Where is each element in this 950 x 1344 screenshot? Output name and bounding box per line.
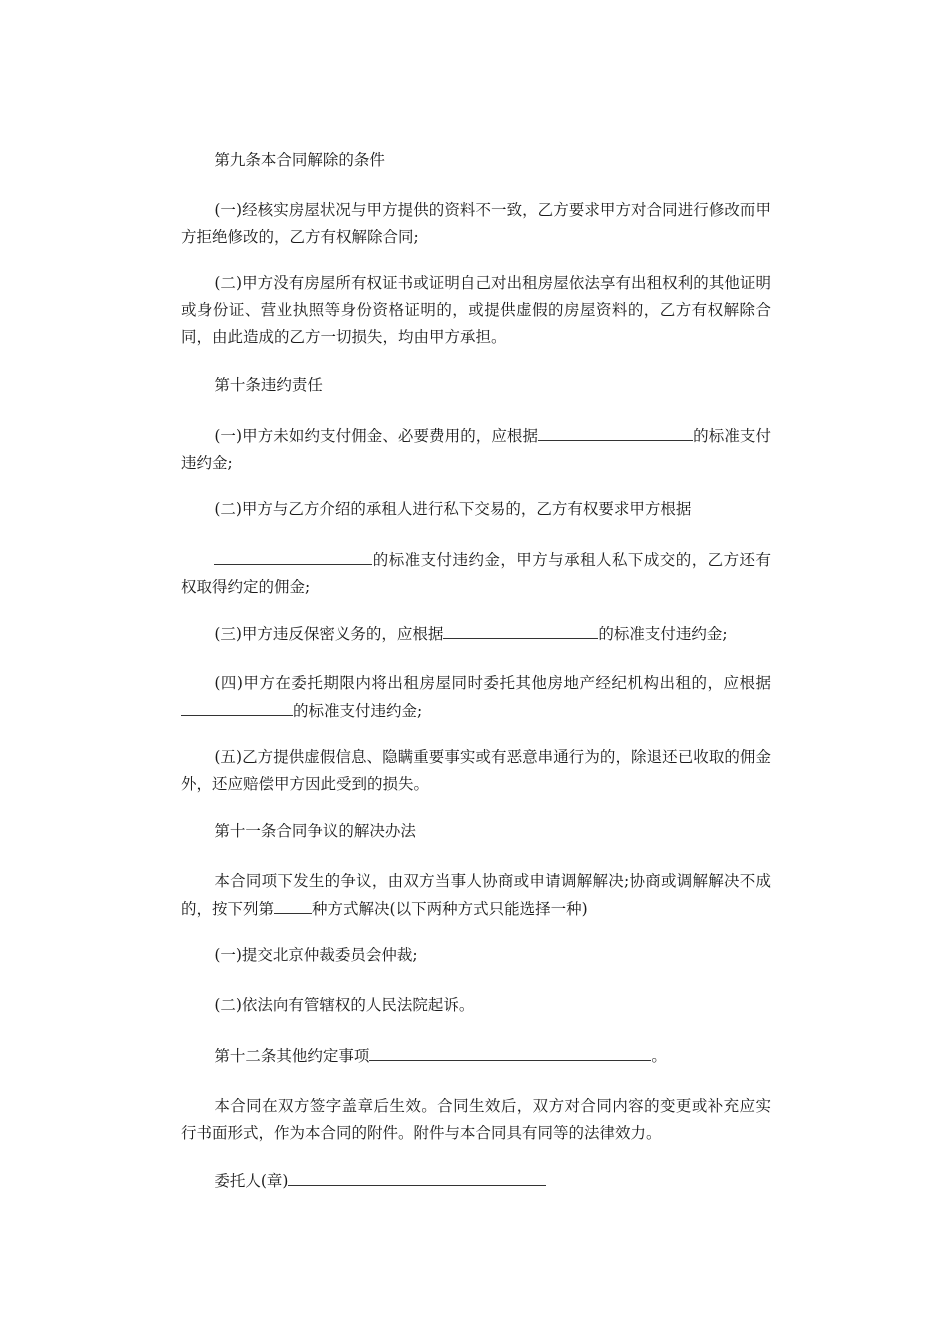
clause-text: 。 bbox=[651, 1047, 667, 1065]
clause-text: 的标准支付违约金，甲方与承租人私下成交的，乙方还有权取得约定的佣金; bbox=[181, 551, 771, 596]
fill-blank bbox=[443, 620, 598, 639]
article-10-clause-4 bbox=[181, 670, 771, 725]
fill-blank bbox=[369, 1042, 651, 1061]
article-12 bbox=[181, 1042, 771, 1070]
fill-blank bbox=[181, 697, 293, 716]
clause-text: (一)甲方未如约支付佣金、必要费用的，应根据 bbox=[214, 427, 539, 445]
article-10-clause-2: (二)甲方与乙方介绍的承租人进行私下交易的，乙方有权要求甲方根据 bbox=[214, 500, 692, 518]
client-signature-line bbox=[181, 1167, 771, 1195]
article-11-option-1: (一)提交北京仲裁委员会仲裁; bbox=[214, 946, 418, 964]
article-11-body bbox=[181, 868, 771, 923]
fill-blank bbox=[538, 422, 693, 441]
signature-blank bbox=[288, 1167, 546, 1186]
article-10-clause-5: (五)乙方提供虚假信息、隐瞒重要事实或有恶意串通行为的，除退还已收取的佣金外，还应赔偿甲方因此受到的损失。 bbox=[181, 748, 771, 793]
clause-text: 的标准支付违约金; bbox=[598, 625, 728, 643]
clause-text: 的标准支付违约金; bbox=[181, 427, 771, 472]
fill-blank bbox=[214, 546, 372, 565]
article-10-title: 第十条违约责任 bbox=[214, 376, 323, 394]
clause-text: (三)甲方违反保密义务的，应根据 bbox=[214, 625, 444, 643]
clause-text: 第十二条其他约定事项 bbox=[214, 1047, 370, 1065]
article-9-clause-1: (一)经核实房屋状况与甲方提供的资料不一致，乙方要求甲方对合同进行修改而甲方拒绝修改的，乙方有权解除合同; bbox=[181, 201, 771, 246]
fill-blank bbox=[274, 895, 312, 914]
effectiveness-clause: 本合同在双方签字盖章后生效。合同生效后，双方对合同内容的变更或补充应实行书面形式，作为本合同的附件。附件与本合同具有同等的法律效力。 bbox=[181, 1097, 771, 1142]
article-10-clause-1 bbox=[181, 422, 771, 477]
article-10-clause-2-cont bbox=[181, 546, 771, 601]
clause-text: 的标准支付违约金; bbox=[293, 702, 423, 720]
clause-text: 委托人(章) bbox=[214, 1172, 289, 1190]
article-11-option-2: (二)依法向有管辖权的人民法院起诉。 bbox=[214, 996, 475, 1014]
article-10-clause-3 bbox=[181, 620, 771, 648]
clause-text: (四)甲方在委托期限内将出租房屋同时委托其他房地产经纪机构出租的，应根据 bbox=[214, 674, 771, 692]
article-11-title: 第十一条合同争议的解决办法 bbox=[214, 822, 416, 840]
article-9-clause-2: (二)甲方没有房屋所有权证书或证明自己对出租房屋依法享有出租权利的其他证明或身份证、营业执照等身份资格证明的，或提供虚假的房屋资料的，乙方有权解除合同，由此造成的乙方一切损失，均由甲方承担。 bbox=[181, 274, 771, 346]
clause-text: 本合同项下发生的争议，由双方当事人协商或申请调解解决;协商或调解解决不成的，按下列第 bbox=[181, 872, 771, 918]
clause-text: 种方式解决(以下两种方式只能选择一种) bbox=[312, 900, 588, 918]
article-9-title: 第九条本合同解除的条件 bbox=[214, 151, 385, 169]
